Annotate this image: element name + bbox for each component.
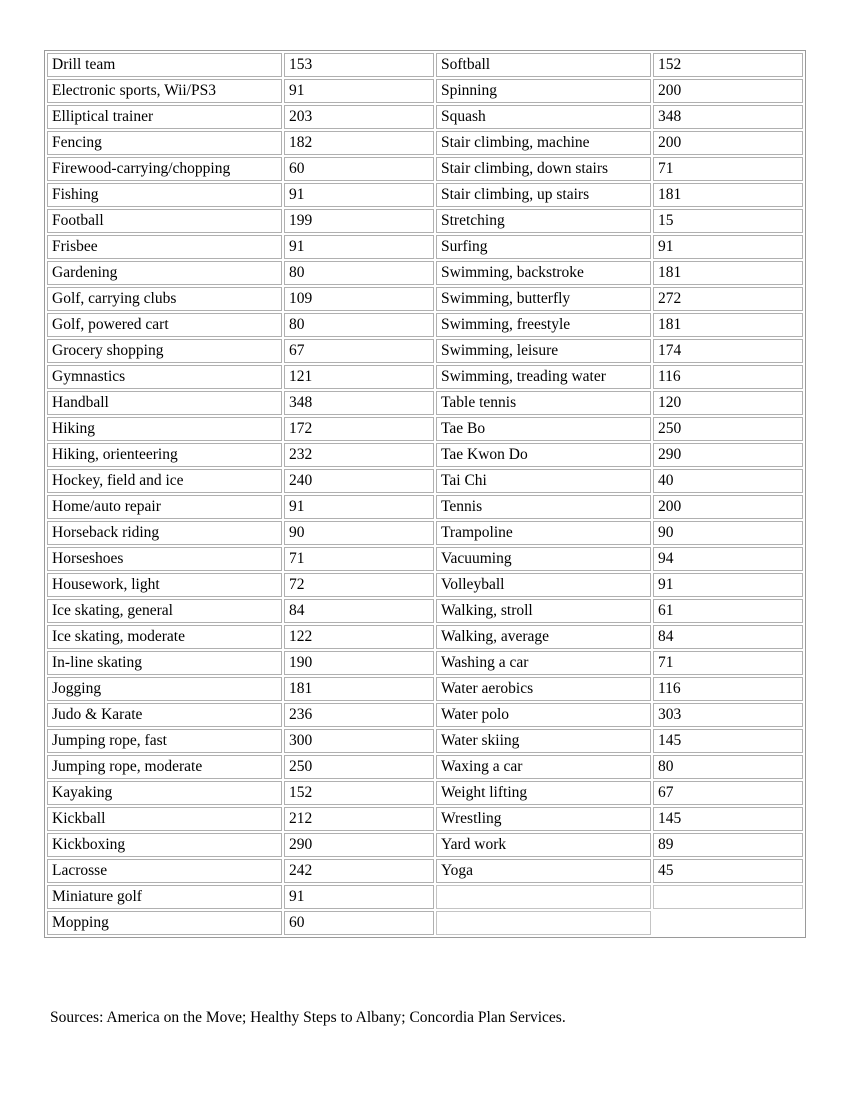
activity-cell: Jumping rope, moderate (47, 755, 282, 779)
calories-cell: 84 (284, 599, 434, 623)
table-row (47, 209, 803, 233)
activity-cell: Housework, light (47, 573, 282, 597)
table-row (47, 339, 803, 363)
calories-cell: 303 (653, 703, 803, 727)
calories-cell: 212 (284, 807, 434, 831)
calories-cell: 121 (284, 365, 434, 389)
activity-cell: Spinning (436, 79, 651, 103)
calories-cell: 91 (653, 235, 803, 259)
calories-cell: 80 (284, 313, 434, 337)
calories-cell: 84 (653, 625, 803, 649)
activity-cell: Gardening (47, 261, 282, 285)
calories-cell: 250 (653, 417, 803, 441)
activity-cell: Vacuuming (436, 547, 651, 571)
activity-cell: Water aerobics (436, 677, 651, 701)
activity-cell: Surfing (436, 235, 651, 259)
activity-cell: Water skiing (436, 729, 651, 753)
calories-cell: 40 (653, 469, 803, 493)
activity-cell: Swimming, leisure (436, 339, 651, 363)
activity-cell: Stair climbing, machine (436, 131, 651, 155)
activity-cell: Golf, powered cart (47, 313, 282, 337)
activity-cell: Horseback riding (47, 521, 282, 545)
activity-cell: Ice skating, general (47, 599, 282, 623)
activity-cell: Mopping (47, 911, 282, 935)
calories-cell: 45 (653, 859, 803, 883)
calories-cell: 190 (284, 651, 434, 675)
calories-cell: 203 (284, 105, 434, 129)
calories-cell: 174 (653, 339, 803, 363)
calories-cell: 181 (284, 677, 434, 701)
activity-cell: Swimming, backstroke (436, 261, 651, 285)
activity-cell: Gymnastics (47, 365, 282, 389)
activity-cell: Frisbee (47, 235, 282, 259)
calories-cell (653, 885, 803, 909)
calories-cell: 182 (284, 131, 434, 155)
table-row (47, 105, 803, 129)
activity-cell: Swimming, treading water (436, 365, 651, 389)
activity-cell: Golf, carrying clubs (47, 287, 282, 311)
table-row (47, 859, 803, 883)
calories-cell: 145 (653, 729, 803, 753)
calories-cell: 181 (653, 183, 803, 207)
table-row (47, 391, 803, 415)
calories-cell: 290 (653, 443, 803, 467)
calories-cell: 91 (284, 79, 434, 103)
calories-cell: 236 (284, 703, 434, 727)
table-row (47, 703, 803, 727)
calories-cell: 15 (653, 209, 803, 233)
calories-cell: 91 (653, 573, 803, 597)
activity-cell: Football (47, 209, 282, 233)
calories-cell: 232 (284, 443, 434, 467)
activity-cell: Kickball (47, 807, 282, 831)
activity-cell: Yard work (436, 833, 651, 857)
table-row (47, 287, 803, 311)
table-row (47, 157, 803, 181)
table-row (47, 235, 803, 259)
calories-cell: 60 (284, 157, 434, 181)
activity-cell: Kickboxing (47, 833, 282, 857)
table-row (47, 79, 803, 103)
calories-cell: 240 (284, 469, 434, 493)
activity-cell: Miniature golf (47, 885, 282, 909)
activity-cell: Judo & Karate (47, 703, 282, 727)
table-row (47, 599, 803, 623)
calories-cell: 199 (284, 209, 434, 233)
calories-cell: 181 (653, 261, 803, 285)
activity-cell (436, 911, 651, 935)
activity-cell: Fencing (47, 131, 282, 155)
calories-cell: 122 (284, 625, 434, 649)
activity-cell: Grocery shopping (47, 339, 282, 363)
calories-cell: 152 (653, 53, 803, 77)
table-row (47, 677, 803, 701)
calorie-activity-table (44, 50, 806, 938)
activity-cell: Hockey, field and ice (47, 469, 282, 493)
calories-cell: 116 (653, 677, 803, 701)
table-row (47, 183, 803, 207)
calories-cell: 153 (284, 53, 434, 77)
calories-cell: 91 (284, 235, 434, 259)
activity-cell: Tae Kwon Do (436, 443, 651, 467)
calories-cell (653, 911, 803, 935)
calories-cell: 300 (284, 729, 434, 753)
table-row (47, 313, 803, 337)
table-row (47, 469, 803, 493)
activity-cell: Softball (436, 53, 651, 77)
activity-cell: Kayaking (47, 781, 282, 805)
activity-cell: Lacrosse (47, 859, 282, 883)
activity-cell: Tae Bo (436, 417, 651, 441)
activity-cell: Swimming, butterfly (436, 287, 651, 311)
activity-cell: Elliptical trainer (47, 105, 282, 129)
table-row (47, 521, 803, 545)
table-body (47, 53, 803, 935)
activity-cell: Swimming, freestyle (436, 313, 651, 337)
calories-cell: 172 (284, 417, 434, 441)
activity-cell: Wrestling (436, 807, 651, 831)
calories-cell: 152 (284, 781, 434, 805)
calories-cell: 71 (284, 547, 434, 571)
calories-cell: 89 (653, 833, 803, 857)
calories-cell: 181 (653, 313, 803, 337)
calories-cell: 67 (653, 781, 803, 805)
activity-cell: Table tennis (436, 391, 651, 415)
activity-cell: Tennis (436, 495, 651, 519)
table-row (47, 573, 803, 597)
table-row (47, 131, 803, 155)
calories-cell: 200 (653, 495, 803, 519)
calories-cell: 90 (653, 521, 803, 545)
calories-cell: 200 (653, 131, 803, 155)
activity-cell: Yoga (436, 859, 651, 883)
activity-cell: Weight lifting (436, 781, 651, 805)
table-row (47, 495, 803, 519)
table-row (47, 885, 803, 909)
table-row (47, 365, 803, 389)
activity-cell: Walking, average (436, 625, 651, 649)
activity-cell: Washing a car (436, 651, 651, 675)
activity-cell: Jumping rope, fast (47, 729, 282, 753)
calories-cell: 90 (284, 521, 434, 545)
calories-cell: 71 (653, 651, 803, 675)
calories-cell: 60 (284, 911, 434, 935)
activity-cell: Walking, stroll (436, 599, 651, 623)
table-row (47, 261, 803, 285)
activity-cell (436, 885, 651, 909)
calories-cell: 120 (653, 391, 803, 415)
calories-cell: 272 (653, 287, 803, 311)
table-row (47, 443, 803, 467)
activity-cell: Stair climbing, down stairs (436, 157, 651, 181)
table-row (47, 911, 803, 935)
activity-cell: Stair climbing, up stairs (436, 183, 651, 207)
calories-cell: 109 (284, 287, 434, 311)
calories-cell: 91 (284, 183, 434, 207)
activity-cell: Tai Chi (436, 469, 651, 493)
activity-cell: Trampoline (436, 521, 651, 545)
activity-cell: Jogging (47, 677, 282, 701)
activity-cell: Water polo (436, 703, 651, 727)
activity-cell: Volleyball (436, 573, 651, 597)
calories-cell: 67 (284, 339, 434, 363)
calories-cell: 72 (284, 573, 434, 597)
calories-cell: 91 (284, 495, 434, 519)
calories-cell: 348 (653, 105, 803, 129)
activity-cell: Waxing a car (436, 755, 651, 779)
table-row (47, 53, 803, 77)
calories-cell: 200 (653, 79, 803, 103)
activity-cell: Hiking (47, 417, 282, 441)
calories-cell: 94 (653, 547, 803, 571)
table-row (47, 755, 803, 779)
sources-note: Sources: America on the Move; Healthy Steps to Albany; Concordia Plan Services. (50, 1009, 566, 1026)
activity-cell: Stretching (436, 209, 651, 233)
table-row (47, 781, 803, 805)
activity-cell: Squash (436, 105, 651, 129)
calories-cell: 290 (284, 833, 434, 857)
table-row (47, 547, 803, 571)
calories-cell: 145 (653, 807, 803, 831)
activity-cell: Electronic sports, Wii/PS3 (47, 79, 282, 103)
calories-cell: 71 (653, 157, 803, 181)
activity-cell: Horseshoes (47, 547, 282, 571)
activity-cell: Fishing (47, 183, 282, 207)
activity-cell: Firewood-carrying/chopping (47, 157, 282, 181)
activity-cell: Home/auto repair (47, 495, 282, 519)
table-row (47, 833, 803, 857)
table-row (47, 417, 803, 441)
activity-cell: Ice skating, moderate (47, 625, 282, 649)
calories-cell: 80 (653, 755, 803, 779)
calories-cell: 91 (284, 885, 434, 909)
calories-cell: 80 (284, 261, 434, 285)
activity-cell: Hiking, orienteering (47, 443, 282, 467)
calories-cell: 116 (653, 365, 803, 389)
calories-cell: 250 (284, 755, 434, 779)
activity-cell: In-line skating (47, 651, 282, 675)
calories-cell: 61 (653, 599, 803, 623)
table-row (47, 625, 803, 649)
activity-cell: Handball (47, 391, 282, 415)
calories-cell: 242 (284, 859, 434, 883)
table-row (47, 651, 803, 675)
activity-cell: Drill team (47, 53, 282, 77)
table-row (47, 729, 803, 753)
calories-cell: 348 (284, 391, 434, 415)
table-row (47, 807, 803, 831)
